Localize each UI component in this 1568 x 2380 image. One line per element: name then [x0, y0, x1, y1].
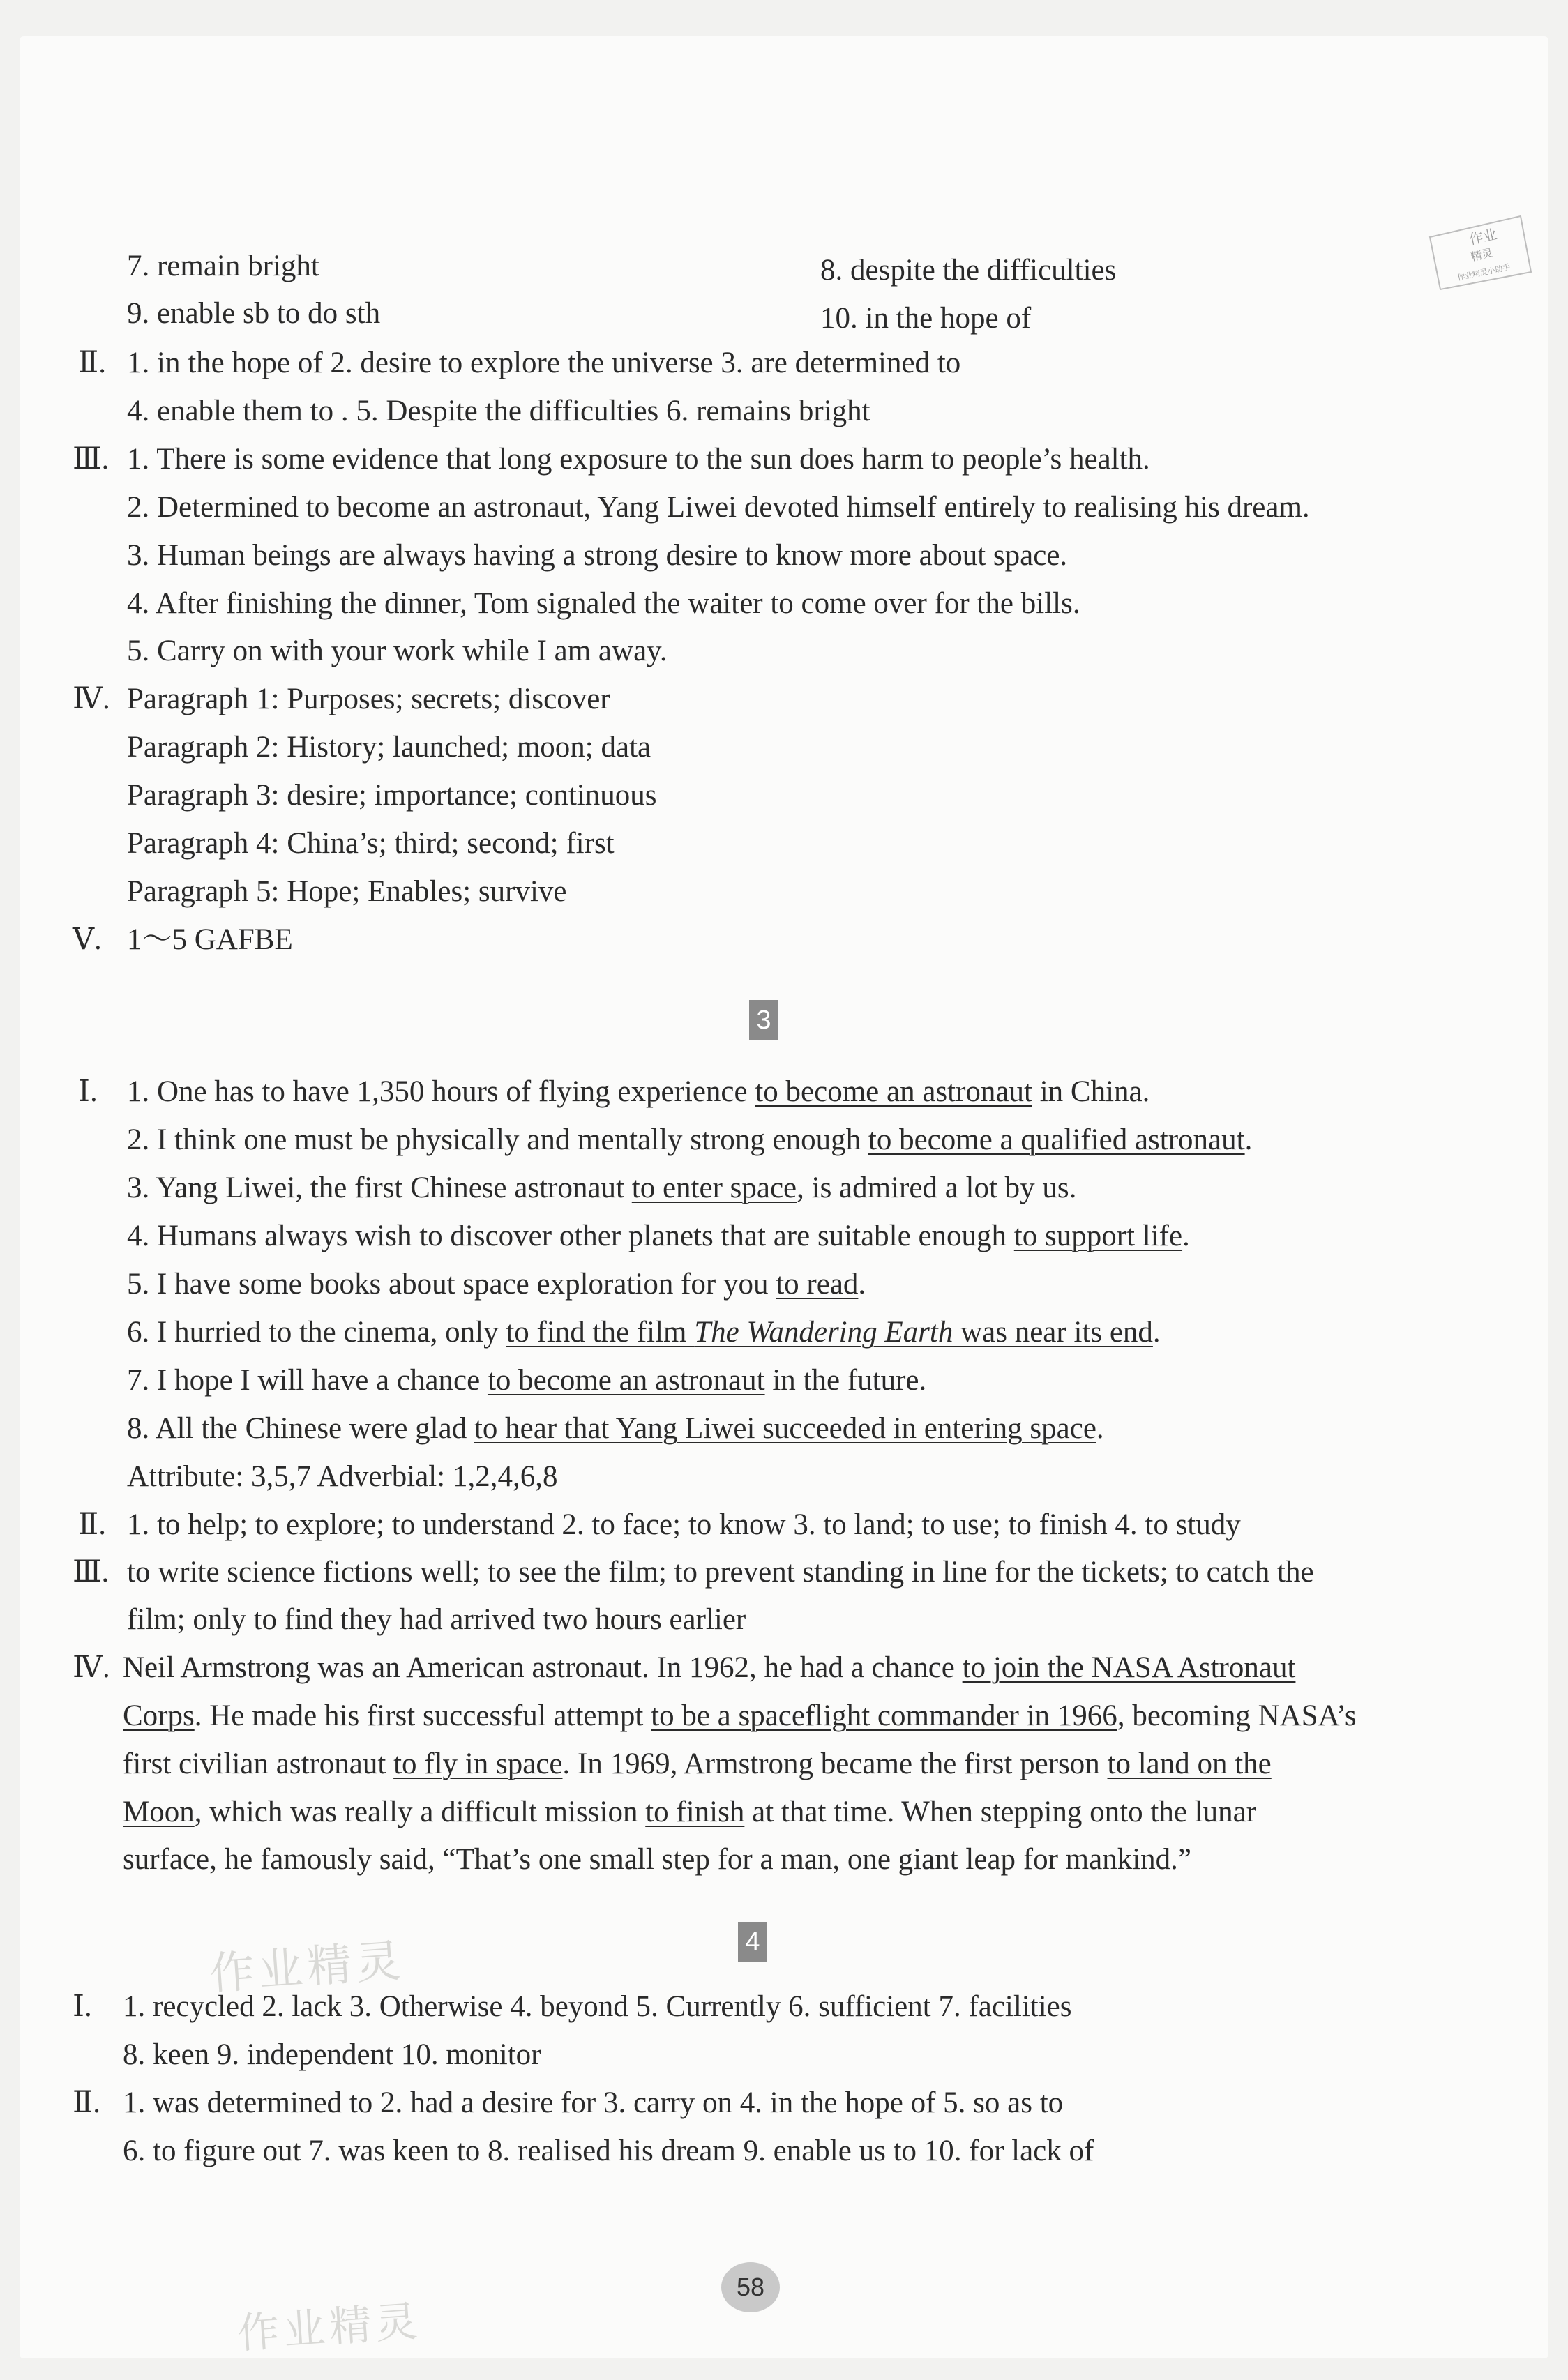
- s3-I-5-underline: to read: [776, 1268, 859, 1301]
- s3-I-1-underline: to become an astronaut: [755, 1075, 1032, 1108]
- s4-I-line-1: 1. recycled 2. lack 3. Otherwise 4. beyond 5. Currently 6. sufficient 7. facilities: [123, 1990, 1072, 2023]
- s3-roman-II: Ⅱ.: [78, 1508, 106, 1541]
- III-item-4: 4. After finishing the dinner, Tom signaled the waiter to come over for the bills.: [127, 587, 1080, 620]
- s3-IV-2-post: . He made his first successful attempt: [194, 1699, 651, 1732]
- s3-I-item-5: [127, 1266, 866, 1303]
- III-item-3: 3. Human beings are always having a strong desire to know more about space.: [127, 539, 1068, 572]
- s3-I-2-post: .: [1244, 1123, 1253, 1156]
- s3-IV-3-underline-2: to land on the: [1107, 1748, 1272, 1780]
- s3-I-6-underline: to find the film: [506, 1316, 695, 1349]
- s3-IV-4-post-2: at that time. When stepping onto the lunar: [744, 1796, 1256, 1828]
- s3-roman-III: Ⅲ.: [73, 1556, 110, 1589]
- s3-IV-1-underline: to join the NASA Astronaut: [962, 1651, 1296, 1684]
- vocab-item-7: 7. remain bright: [127, 250, 319, 282]
- stamp-line1: 作业: [1468, 225, 1499, 248]
- s3-IV-1-pre: Neil Armstrong was an American astronaut. In 1962, he had a chance: [123, 1651, 963, 1684]
- s3-IV-2-post-2: , becoming NASA’s: [1117, 1699, 1357, 1732]
- watermark-mid: 作业精灵: [208, 1935, 407, 2001]
- s3-I-4-post: .: [1182, 1220, 1190, 1252]
- stamp-line2: 精灵: [1469, 245, 1495, 264]
- s3-I-4-pre: 4. Humans always wish to discover other planets that are suitable enough: [127, 1220, 1014, 1252]
- s3-IV-4-underline-2: to finish: [645, 1796, 745, 1828]
- s3-I-item-1: [127, 1074, 1149, 1110]
- s3-I-6-pre: 6. I hurried to the cinema, only: [127, 1316, 506, 1349]
- IV-paragraph-4: Paragraph 4: China’s; third; second; first: [127, 827, 615, 860]
- s3-roman-IV: Ⅳ.: [73, 1651, 110, 1684]
- s3-I-summary: Attribute: 3,5,7 Adverbial: 1,2,4,6,8: [127, 1460, 558, 1493]
- s3-I-item-3: [127, 1170, 1076, 1206]
- vocab-item-9: 9. enable sb to do sth: [127, 297, 381, 330]
- s3-I-4-underline: to support life: [1013, 1220, 1183, 1252]
- IV-paragraph-5: Paragraph 5: Hope; Enables; survive: [127, 875, 567, 908]
- s4-roman-II: Ⅱ.: [73, 2086, 100, 2119]
- II-line-1: 1. in the hope of 2. desire to explore the universe 3. are determined to: [127, 347, 961, 379]
- III-item-5: 5. Carry on with your work while I am away.: [127, 635, 668, 667]
- IV-paragraph-1: Paragraph 1: Purposes; secrets; discover: [127, 683, 610, 715]
- V-answer: 1～5 GAFBE: [127, 923, 293, 956]
- s3-I-item-8: [127, 1411, 1104, 1447]
- stamp-line3: 作业精灵小助手: [1456, 262, 1512, 283]
- s3-I-item-4: [127, 1218, 1190, 1255]
- s4-II-line-1: 1. was determined to 2. had a desire for 3. carry on 4. in the hope of 5. so as to: [123, 2086, 1064, 2119]
- s4-II-line-2: 6. to figure out 7. was keen to 8. realised his dream 9. enable us to 10. for lack of: [123, 2135, 1094, 2167]
- s3-I-item-6: [127, 1314, 1161, 1351]
- s3-IV-line-1: [123, 1650, 1295, 1686]
- vocab-item-10: 10. in the hope of: [820, 302, 1032, 335]
- roman-II: Ⅱ.: [78, 347, 106, 379]
- s3-IV-3-underline: to fly in space: [393, 1748, 563, 1780]
- roman-V: Ⅴ.: [73, 923, 102, 956]
- roman-IV: Ⅳ.: [73, 683, 110, 715]
- s3-IV-line-2: [123, 1698, 1357, 1734]
- s3-I-5-pre: 5. I have some books about space exploration for you: [127, 1268, 776, 1301]
- III-item-2: 2. Determined to become an astronaut, Yang Liwei devoted himself entirely to realising his dream.: [127, 491, 1310, 524]
- s3-I-8-underline: to hear that Yang Liwei succeeded in entering space: [474, 1412, 1096, 1445]
- s3-IV-3-pre: first civilian astronaut: [123, 1748, 394, 1780]
- s4-I-line-2: 8. keen 9. independent 10. monitor: [123, 2038, 541, 2071]
- s3-I-8-pre: 8. All the Chinese were glad: [127, 1412, 474, 1445]
- s3-I-7-pre: 7. I hope I will have a chance: [127, 1364, 488, 1397]
- s3-IV-line-4: [123, 1794, 1256, 1831]
- s3-I-6-film-title: The Wandering Earth: [694, 1316, 953, 1349]
- s3-III-line-2: film; only to find they had arrived two hours earlier: [127, 1603, 746, 1636]
- s3-I-3-pre: 3. Yang Liwei, the first Chinese astronaut: [127, 1172, 632, 1204]
- s3-IV-line-5: surface, he famously said, “That’s one small step for a man, one giant leap for mankind.”: [123, 1843, 1191, 1876]
- s3-I-7-underline: to become an astronaut: [487, 1364, 765, 1397]
- IV-paragraph-3: Paragraph 3: desire; importance; continuous: [127, 779, 657, 812]
- s3-I-1-post: in China.: [1032, 1075, 1150, 1108]
- s3-IV-2-underline-2: to be a spaceflight commander in 1966: [651, 1699, 1117, 1732]
- s3-IV-2-underline: Corps: [123, 1699, 195, 1732]
- s3-I-3-post: , is admired a lot by us.: [797, 1172, 1077, 1204]
- III-item-1: 1. There is some evidence that long exposure to the sun does harm to people’s health.: [127, 443, 1150, 476]
- s4-roman-I: Ⅰ.: [73, 1990, 92, 2023]
- s3-I-item-7: [127, 1363, 926, 1399]
- IV-paragraph-2: Paragraph 2: History; launched; moon; data: [127, 731, 651, 764]
- watermark-bottom: 作业精灵: [236, 2296, 423, 2359]
- s3-I-5-post: .: [858, 1268, 866, 1301]
- section-4-badge: 4: [738, 1922, 767, 1962]
- s3-I-8-post: .: [1096, 1412, 1104, 1445]
- s3-IV-3-post: . In 1969, Armstrong became the first person: [562, 1748, 1108, 1780]
- s3-II-answers: 1. to help; to explore; to understand 2. to face; to know 3. to land; to use; to finish 4. to study: [127, 1508, 1241, 1541]
- s3-I-3-underline: to enter space: [631, 1172, 797, 1204]
- s3-IV-line-3: [123, 1746, 1272, 1782]
- s3-I-6-post: .: [1152, 1316, 1161, 1349]
- s3-IV-4-underline: Moon: [123, 1796, 195, 1828]
- s3-I-item-2: [127, 1122, 1252, 1158]
- vocab-item-8: 8. despite the difficulties: [820, 254, 1117, 287]
- page-number: 58: [721, 2262, 780, 2312]
- s3-IV-4-post: , which was really a difficult mission: [194, 1796, 646, 1828]
- s3-I-7-post: in the future.: [764, 1364, 927, 1397]
- II-line-2: 4. enable them to . 5. Despite the difficulties 6. remains bright: [127, 395, 870, 427]
- s3-I-2-pre: 2. I think one must be physically and mentally strong enough: [127, 1123, 868, 1156]
- s3-I-1-pre: 1. One has to have 1,350 hours of flying experience: [127, 1075, 755, 1108]
- s3-I-6-underline-2: was near its end: [953, 1316, 1153, 1349]
- s3-roman-I: Ⅰ.: [78, 1075, 98, 1108]
- s3-III-line-1: to write science fictions well; to see the film; to prevent standing in line for the tickets; to catch the: [127, 1556, 1314, 1589]
- section-3-badge: 3: [749, 1000, 778, 1040]
- stamp-logo: [1416, 209, 1535, 293]
- s3-I-2-underline: to become a qualified astronaut: [868, 1123, 1245, 1156]
- roman-III: Ⅲ.: [73, 443, 110, 476]
